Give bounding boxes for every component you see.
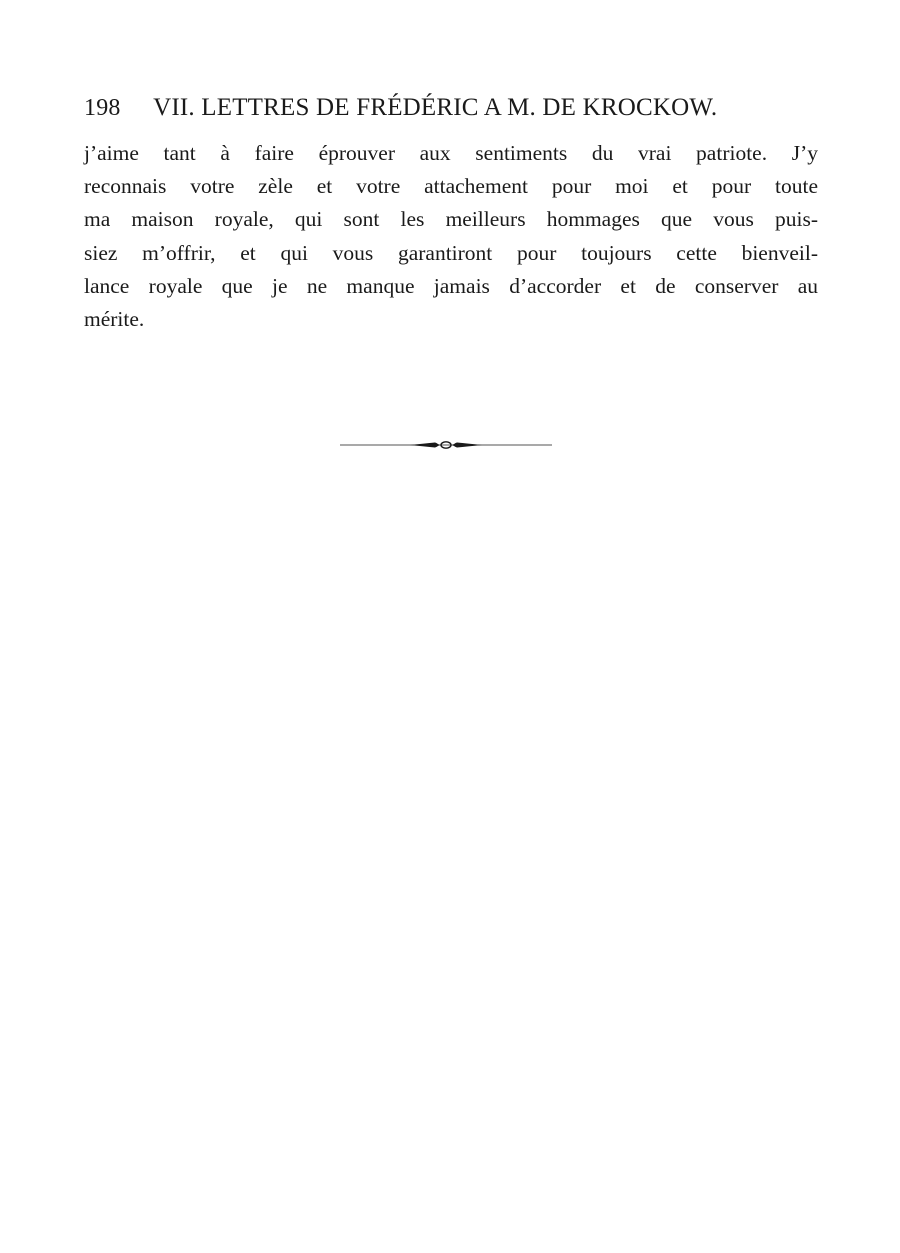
text-line: lance royale que je ne manque jamais d’accorder et de conserver au bbox=[84, 273, 818, 298]
page-number: 198 bbox=[84, 95, 121, 121]
text-line: reconnais votre zèle et votre attachement pour moi et pour toute bbox=[84, 174, 818, 199]
text-line: ma maison royale, qui sont les meilleurs hommages que vous puis- bbox=[84, 207, 818, 232]
running-head-title: VII. LETTRES DE FRÉDÉRIC A M. DE KROCKOW. bbox=[153, 94, 718, 121]
running-head bbox=[84, 88, 824, 128]
tailpiece-ornament-icon bbox=[340, 436, 552, 454]
text-line: siez m’offrir, et qui vous garantiront pour toujours cette bienveil- bbox=[84, 240, 818, 265]
text-line: mérite. bbox=[84, 307, 145, 332]
text-line: j’aime tant à faire éprouver aux sentiments du vrai patriote. J’y bbox=[84, 141, 818, 165]
body-paragraph bbox=[84, 137, 818, 336]
